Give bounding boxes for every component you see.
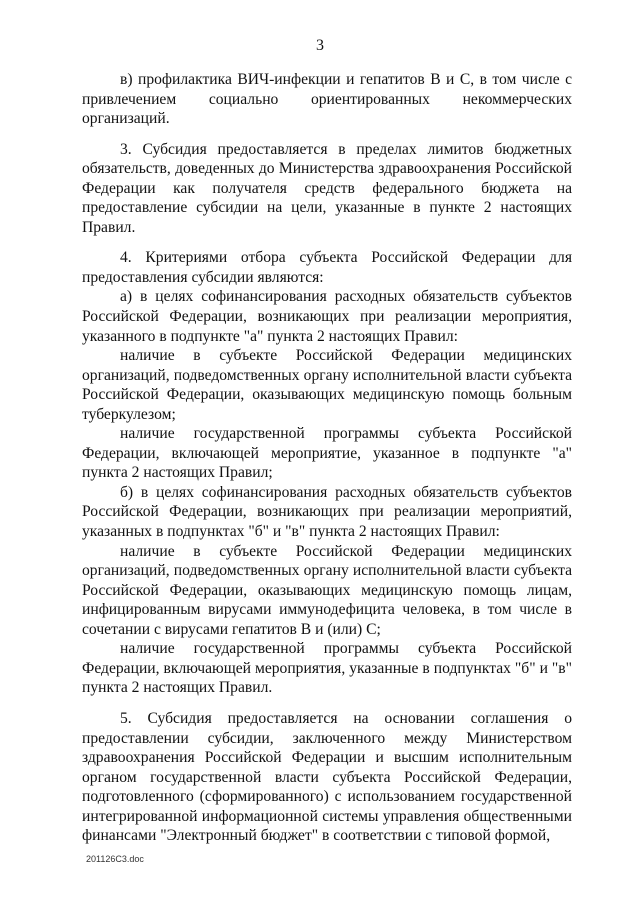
paragraph-clause-5: 5. Субсидия предоставляется на основании соглашения о предоставлении субсидии, заключенного между Министерством здравоохранения Российской Федерации и высшим исполнительным органом государственной власти субъекта Российской Федерации, подготовленного (сформированного) с использованием государственной интегрированной информационной системы управления общественными финансами "Электронный бюджет" в соответствии с типовой формой, (82, 709, 572, 845)
paragraph-4b-criterion-2: наличие государственной программы субъекта Российской Федерации, включающей мероприятия, указанные в подпунктах "б" и "в" пункта 2 настоящих Правил. (82, 640, 572, 697)
paragraph-4a-criterion-1: наличие в субъекте Российской Федерации медицинских организаций, подведомственных органу исполнительной власти субъекта Российской Федерации, оказывающих медицинскую помощь больным туберкулезом; (82, 347, 572, 423)
paragraph-clause-4: 4. Критериями отбора субъекта Российской Федерации для предоставления субсидии являются: (82, 249, 572, 286)
footer-file-code: 201126С3.doc (86, 854, 144, 864)
paragraph-4a: а) в целях софинансирования расходных обязательств субъектов Российской Федерации, возникающих при реализации мероприятия, указанного в подпункте "а" пункта 2 настоящих Правил: (82, 288, 572, 345)
paragraph-4b-criterion-1: наличие в субъекте Российской Федерации медицинских организаций, подведомственных органу исполнительной власти субъекта Российской Федерации, оказывающих медицинскую помощь лицам, инфицированным вирусами иммунодефицита человека, в том числе в сочетании с вирусами гепатитов В и (или) С; (82, 542, 572, 638)
paragraph-3v-hiv-prevention: в) профилактика ВИЧ-инфекции и гепатитов В и С, в том числе с привлечением социально ориентированных некоммерческих организаций. (82, 71, 572, 128)
document-body (82, 70, 572, 846)
paragraph-clause-3: 3. Субсидия предоставляется в пределах лимитов бюджетных обязательств, доведенных до Министерства здравоохранения Российской Федерации как получателя средств федерального бюджета на предоставление субсидии на цели, указанные в пункте 2 настоящих Правил. (82, 140, 572, 236)
paragraph-4b: б) в целях софинансирования расходных обязательств субъектов Российской Федерации, возникающих при реализации мероприятий, указанных в подпунктах "б" и "в" пункта 2 настоящих Правил: (82, 483, 572, 541)
page-number: 3 (316, 37, 324, 54)
paragraph-4a-criterion-2: наличие государственной программы субъекта Российской Федерации, включающей мероприятие, указанное в подпункте "а" пункта 2 настоящих Правил; (82, 425, 572, 482)
